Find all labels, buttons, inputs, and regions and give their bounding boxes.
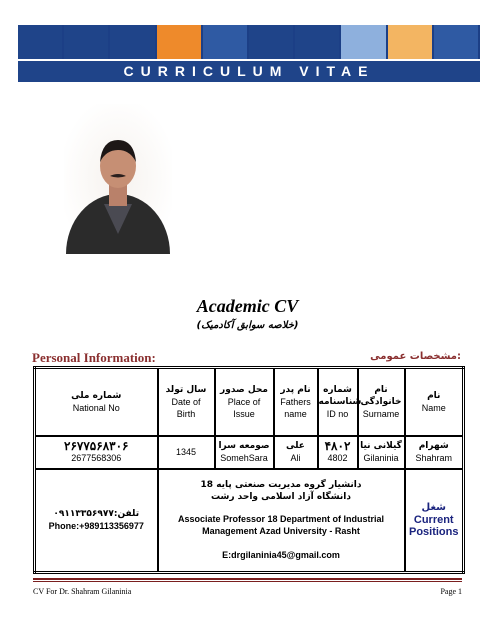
cell-birth: 1345 [158, 436, 215, 469]
cell-place: صومعه سرا SomehSara [215, 436, 274, 469]
header-place: محل صدور Place of Issue [215, 368, 274, 436]
header-birth: سال تولد Date of Birth [158, 368, 215, 436]
cell-phone: تلفن:۰۹۱۱۳۳۵۶۹۷۷ Phone:+989113356977 [35, 469, 158, 573]
section-title-fa: مشخصات عمومی: [370, 351, 461, 362]
cell-surname: گیلانی نیا Gilaninia [358, 436, 405, 469]
footer-divider [33, 578, 462, 580]
portrait-photo [64, 104, 172, 254]
personal-info-table [33, 366, 465, 574]
header-father: نام پدر Fathers name [274, 368, 318, 436]
banner-tile [110, 25, 156, 59]
document-subtitle: (خلاصه سوابق آکادمیک) [196, 320, 299, 331]
position-row [35, 469, 464, 573]
banner-tile [157, 25, 203, 59]
banner-tile [18, 25, 64, 59]
cell-name: شهرام Shahram [405, 436, 464, 469]
banner-tile [64, 25, 110, 59]
banner-tile [434, 25, 480, 59]
document-title: Academic CV [196, 296, 299, 316]
header-row [35, 368, 464, 436]
portrait-icon [64, 104, 172, 254]
footer-divider-thin [33, 581, 462, 582]
cell-father: علی Ali [274, 436, 318, 469]
header-name: نام Name [405, 368, 464, 436]
banner-tile [341, 25, 387, 59]
footer-left: CV For Dr. Shahram Gilaninia [33, 587, 132, 596]
cell-national-no: ۲۶۷۷۵۶۸۳۰۶ 2677568306 [35, 436, 158, 469]
banner-tiles [18, 25, 480, 59]
banner-tile [388, 25, 434, 59]
banner-tile [203, 25, 249, 59]
data-row [35, 436, 464, 469]
footer-page-number: Page 1 [440, 587, 462, 596]
cell-position-label: شغل Current Positions [405, 469, 464, 573]
cv-banner [18, 25, 480, 82]
banner-tile [295, 25, 341, 59]
section-title-en: Personal Information: [32, 350, 156, 365]
banner-tile [249, 25, 295, 59]
header-national-no: شماره ملی National No [35, 368, 158, 436]
banner-title: CURRICULUM VITAE [18, 61, 480, 82]
cell-id: ۴۸۰۲ 4802 [318, 436, 358, 469]
header-surname: نام خانوادگی Surname [358, 368, 405, 436]
header-id: شماره شناسنامه ID no [318, 368, 358, 436]
cell-position-description: دانشیار گروه مدیریت صنعتی پایه 18 دانشگاه آزاد اسلامی واحد رشت Associate Professor 18 Department of Industrial Management Azad University - Rasht E:drgilaninia45@gmail.com [158, 469, 405, 573]
email-text: E:drgilaninia45@gmail.com [222, 550, 340, 561]
